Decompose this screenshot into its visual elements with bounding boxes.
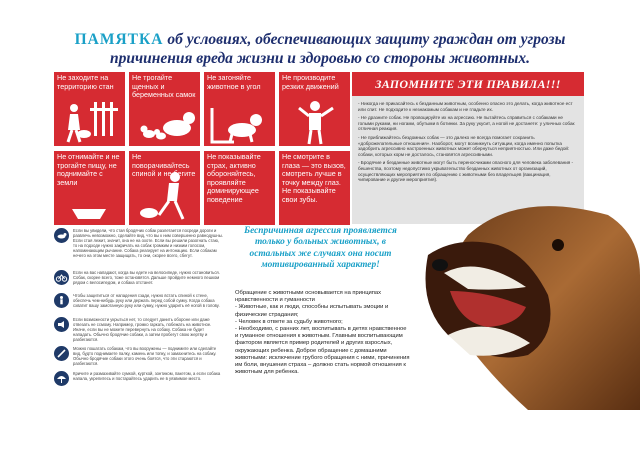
tile-label: Не поворачивайтесь спиной и не бегите [132, 152, 196, 179]
advice-text: Кричите и размахивайте сумкой, курткой, зонтиком, пакетом, а если собака напала, укрепитесь и постарайтесь ударить ее в уязвимое место. [73, 371, 221, 382]
rules-heading: ЗАПОМНИТЕ ЭТИ ПРАВИЛА!!! [352, 72, 584, 96]
advice-text: Чтобы защититься от нападения сзади, нужно встать спиной к стене, обеспечь чем-нибудь руку или держать перед собой сумку. Когда собака схватит вашу замотанную руку или сумку, нужно ударить её ногой в голову. [73, 293, 220, 309]
warning-tiles [54, 72, 349, 225]
aggression-quote: Беспричинная агрессия проявляется только у больных животных, в остальных же случаях она носит мотивированный характер! [244, 226, 397, 271]
snarling-dog-image [408, 195, 640, 410]
tile-label: Не загоняйте животное в угол [207, 73, 261, 91]
shout-icon [54, 317, 69, 332]
rule-item: - Не дразните собак. Не провоцируйте их на агрессию. Не пытайтесь справиться с собаками не голыми руками, ни ногами, обутыми в ботинки. За руку укусит, а ногой не достанете: у уличных собак отличная реакция. [358, 115, 575, 132]
wall-defense-icon [54, 293, 69, 308]
bicycle-icon [54, 270, 69, 285]
tile-label: Не отнимайте и не трогайте пищу, не поднимайте с земли [57, 152, 120, 187]
principle-item: - Человек в ответе за судьбу животного; [235, 318, 343, 325]
principles-intro: Обращение с животными основывается на принципах нравственности и гуманности [235, 290, 382, 304]
tile-no-fear [204, 151, 275, 225]
tile-label: Не трогайте щенных и беременных самок [132, 73, 196, 100]
tile-pregnant-females [129, 72, 200, 146]
title-accent: ПАМЯТКА [74, 31, 164, 48]
tile-corner [204, 72, 275, 146]
advice-text: Если вы увидели, что стая бродячих собак разлетается посреди дороги и развлечь невозможно, сделайте вид, что вы к ним совершенно равнодушны. Если стая лежит, значит, она не на охоте. Если вы решили разогнать стаю, то на подходе нужно закричать на собак громким и низким голосом, напоминающим рычание. Собака реагирует на интонацию. Если собакам нечего на этом месте защищать, то они, скорее всего, сбегут. [73, 228, 223, 259]
rule-item: - Не приближайтесь бездомных собак — это далеко не всегда помогает сохранить «доброжелательные отношения». Наоборот, могут возникнуть ситуации, когда именно попытка задобрить агрессивно настроенных животных может обернуться неприятностью. Или даже бедой: собаки, которых корм не досталось, становятся агрессивными. [358, 134, 570, 157]
stick-icon [54, 346, 69, 361]
dog-pack-icon [54, 228, 69, 243]
tile-label: Не производите резких движений [282, 73, 339, 91]
umbrella-icon [54, 371, 69, 386]
tile-label: Не смотрите в глаза — это вызов, смотреть лучше в точку между глаз. Не показывайте свои зубы. [282, 152, 346, 204]
rule-item: - Никогда не прикасайтесь к безданным животным, особенно опасно это делать, когда животное ест или спит. Не подходите к незнакомым собакам и не гладьте их. [358, 101, 573, 112]
tile-territory [54, 72, 125, 146]
principle-item: - Необходимо, с ранних лет, воспитывать в детях нравственное и гуманное отношения к животным. Главным воспитывающим фактором является пример родителей и других взрослых, окружающих ребенка. Доброе обращение с домашними животными: исключение грубого обращения с ними, причинения им боли, внушения страха – должно стать нормой отношения к животным для ребенка. [235, 326, 410, 376]
tile-label: Не показывайте страх, активно обороняйтесь, проявляйте доминирующее поведение [207, 152, 261, 204]
rule-item: - Бродячие и безданные животные могут быть переносчиками опасного для человека заболевания - бешенства, поэтому недопустимо укрывательство безданных животных от организаций, осуществляющих мероприятия по обращению с животными без владельцев (вакцинация, чипирование и другие мероприятия). [358, 160, 574, 183]
principles-text [235, 290, 410, 376]
advice-text: Если на вас нападают, когда вы едете на велосипеде, нужно остановиться. Собак, скорее всего, тоже остановятся. Дальше пройдите немного пешком рядом с велосипедом, и собака отстанет. [73, 270, 220, 286]
tile-sudden-moves [279, 72, 350, 146]
advice-text: Можно пошатать собакам, что вы вооружены — поднимите или сделайте вид, будто поднимаете палку, камень или топку, и замахнитесь на собаку. Обычно бродячие собаки этого очень боятся, что эти стараются и разбегаются. [73, 346, 217, 367]
advice-text: Если возможности укрыться нет, то следует данить обороне или даже отвезать не ссмому. Например, громко гаркать, побежать на животное. Иначе, если вы не можете перевернуть на собаку. Собака не будет нападать. Обычно бродячие собаки, а затем пробегут свою жертву и разбегаются. [73, 317, 212, 343]
rules-list [358, 101, 578, 186]
tile-label: Не заходите на территорию стан [57, 73, 114, 91]
title-line-1: об условиях, обеспечивающих защиту граждан от угрозы [163, 31, 566, 48]
tile-food [54, 151, 125, 225]
title-line-2: причинения вреда жизни и здоровью со стороны животных. [109, 50, 531, 67]
principle-item: - Животные, как и люди, способны испытывать эмоции и физические страдания; [235, 304, 389, 318]
poster-title [30, 30, 610, 68]
tile-eye-contact [279, 151, 350, 225]
tile-no-running [129, 151, 200, 225]
